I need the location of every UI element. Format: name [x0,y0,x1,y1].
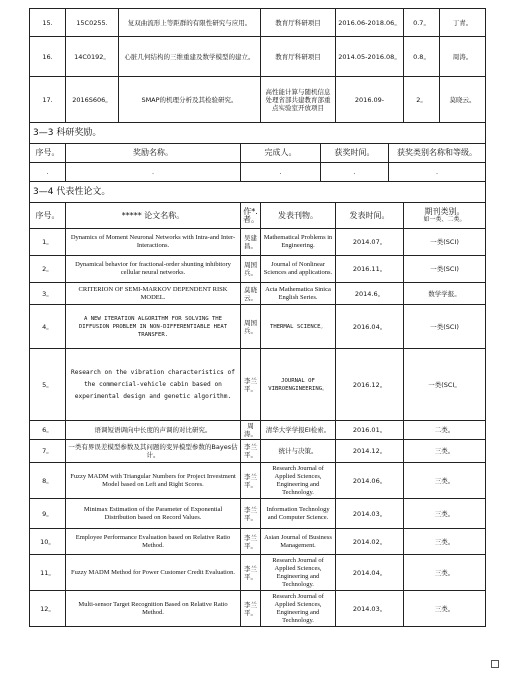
table-row [30,591,486,627]
table-row [30,77,486,123]
paper-author: 李兰平。 [241,463,261,499]
paper-title: Dynamics of Moment Neuronal Networks with Intra-and Inter-Interactions. [66,229,241,256]
awards-header-row [30,144,486,163]
paper-type: 三类。 [404,440,486,463]
paper-title: CRITERION OF SEMI-MARKOV DEPENDENT RISK MODEL. [66,283,241,305]
paper-author: 李兰平。 [241,529,261,555]
header-no: 序号。 [30,144,66,163]
paper-title: 一类有界误差模型参数及其问题的变异模型参数的Bayes估计。 [66,440,241,463]
header-type-sub: 如一类、二类。 [423,215,466,223]
project-no: 17. [30,77,66,123]
header-type [404,203,486,229]
paper-title: A NEW ITERATION ALGORITHM FOR SOLVING THE DIFFUSION PROBLEM IN NON-DIFFERENTIABLE HEAT TRANSFER. [66,305,241,349]
project-funds: 2。 [404,77,440,123]
paper-journal: Research Journal of Applied Sciences, Engineering and Technology. [261,555,336,591]
paper-journal: Information Technology and Computer Science. [261,499,336,529]
paper-type: 三类。 [404,463,486,499]
paper-type: 三类。 [404,591,486,627]
paper-type: 数学学报。 [404,283,486,305]
paper-title: Employee Performance Evaluation based on Relative Ratio Method. [66,529,241,555]
paper-date: 2014.03。 [336,499,404,529]
paper-journal: 清华大学学报EI检索。 [261,421,336,440]
paper-type: 一类(SCI) [404,229,486,256]
paper-type: 一类(SCI。 [404,349,486,421]
paper-no: 5。 [30,349,66,421]
paper-type: 三类。 [404,529,486,555]
paper-date: 2014.02。 [336,529,404,555]
paper-type: 三类。 [404,499,486,529]
project-code: 15C0255. [66,9,119,37]
table-row [30,9,486,37]
papers-header-row [30,203,486,229]
paper-type: 一类(SCI) [404,256,486,283]
paper-no: 4。 [30,305,66,349]
paper-journal: Journal of Nonlinear Sciences and applications. [261,256,336,283]
paper-no: 6。 [30,421,66,440]
project-person: 莫晓云。 [440,77,486,123]
paper-journal: Asian Journal of Business Management. [261,529,336,555]
table-row [30,499,486,529]
award-no: . [30,163,66,182]
paper-title: Multi-sensor Target Recognition Based on Relative Ratio Method. [66,591,241,627]
project-name: 心脏几何结构的三维重建及数学模型的建立。 [119,37,261,77]
paper-type: 一类(SCI) [404,305,486,349]
project-period: 2016.09- [336,77,404,123]
header-time: 获奖时间。 [321,144,389,163]
header-author: 作*.者。 [241,203,261,229]
award-name: . [66,163,241,182]
paper-journal: Mathematical Problems in Engineering. [261,229,336,256]
paper-no: 10。 [30,529,66,555]
paper-title: Minimax Estimation of the Parameter of Exponential Distribution based on Record Values. [66,499,241,529]
paper-author: 吴建昌。 [241,229,261,256]
award-person: . [241,163,321,182]
paper-title: 语调短语调向中长度的声调的对比研究。 [66,421,241,440]
paper-no: 8。 [30,463,66,499]
paper-journal: JOURNAL OF VIBROENGINEERING。 [261,349,336,421]
project-person: 丁青。 [440,9,486,37]
project-name: SMAP的机理分析及其检验研究。 [119,77,261,123]
section-title: 3—4 代表性论文。 [30,182,486,203]
table-row [30,440,486,463]
paper-date: 2014.04。 [336,555,404,591]
header-award-name: 奖励名称。 [66,144,241,163]
paper-author: 莫晓云。 [241,283,261,305]
paper-date: 2016.04。 [336,305,404,349]
paper-journal: Research Journal of Applied Sciences, Engineering and Technology. [261,591,336,627]
award-level: . [389,163,486,182]
paper-author: 李兰平。 [241,555,261,591]
table-row [30,555,486,591]
paper-date: 2014.06。 [336,463,404,499]
table-row [30,529,486,555]
table-row [30,305,486,349]
paper-date: 2016.01。 [336,421,404,440]
table-row [30,229,486,256]
awards-section-heading [30,123,486,144]
header-journal: 发表刊物。 [261,203,336,229]
paper-no: 2。 [30,256,66,283]
table-row [30,37,486,77]
paper-date: 2014.12。 [336,440,404,463]
paper-journal: 统计与决策。 [261,440,336,463]
header-date: 发表时间。 [336,203,404,229]
project-period: 2016.06-2018.06。 [336,9,404,37]
paper-type: 二类。 [404,421,486,440]
paper-no: 1。 [30,229,66,256]
header-level: 获奖类别名称和等级。 [389,144,486,163]
project-no: 15. [30,9,66,37]
award-time: . [321,163,389,182]
paper-author: 周国兵。 [241,305,261,349]
table-row [30,163,486,182]
project-code: 2016S606。 [66,77,119,123]
header-type-main: 期刊类别。 [424,206,465,216]
section-title: 3—3 科研奖励。 [30,123,486,144]
main-table [29,8,486,627]
paper-title: Fuzzy MADM Method for Power Customer Credit Evaluation. [66,555,241,591]
paper-date: 2014.03。 [336,591,404,627]
paper-type: 三类。 [404,555,486,591]
paper-journal: THERMAL SCIENCE。 [261,305,336,349]
project-code: 14C0192。 [66,37,119,77]
paper-journal: Acta Mathematica Sinica English Series. [261,283,336,305]
project-source: 教育厅科研项目 [261,37,336,77]
table-row [30,283,486,305]
project-name: 复双曲流形上等距群的有限性研究与应用。 [119,9,261,37]
paper-author: 李兰平。 [241,440,261,463]
paper-author: 李兰平。 [241,499,261,529]
paper-author: 周涛。 [241,421,261,440]
header-person: 完成人。 [241,144,321,163]
paper-no: 9。 [30,499,66,529]
project-period: 2014.05-2016.08。 [336,37,404,77]
papers-section-heading [30,182,486,203]
table-row [30,421,486,440]
paper-no: 3。 [30,283,66,305]
paper-author: 周国兵。 [241,256,261,283]
paper-title: Dynamical behavior for fractional-order shunting inhibitory cellular neural networks. [66,256,241,283]
paper-no: 11。 [30,555,66,591]
project-source: 教育厅科研项目 [261,9,336,37]
table-row [30,256,486,283]
page-corner-mark [491,660,499,668]
project-person: 周涛。 [440,37,486,77]
project-no: 16. [30,37,66,77]
project-funds: 0.7。 [404,9,440,37]
paper-no: 12。 [30,591,66,627]
paper-title: Fuzzy MADM with Triangular Numbers for Project Investment Model based on Left and Right Scores. [66,463,241,499]
paper-journal: Research Journal of Applied Sciences, Engineering and Technology. [261,463,336,499]
paper-date: 2014.6。 [336,283,404,305]
paper-no: 7。 [30,440,66,463]
project-funds: 0.8。 [404,37,440,77]
paper-date: 2014.07。 [336,229,404,256]
paper-author: 李兰平。 [241,349,261,421]
paper-author: 李兰平。 [241,591,261,627]
header-paper-title: ***** 论文名称。 [66,203,241,229]
header-no: 序号。 [30,203,66,229]
paper-date: 2016.11。 [336,256,404,283]
paper-title: Research on the vibration characteristics of the commercial-vehicle cabin based on experimental design and genetic algorithm. [66,349,241,421]
project-source: 高性能计算与随机信息处理省部共建教育部重点实验室开放项目 [261,77,336,123]
paper-date: 2016.12。 [336,349,404,421]
table-row [30,349,486,421]
table-row [30,463,486,499]
document-page [29,8,485,627]
